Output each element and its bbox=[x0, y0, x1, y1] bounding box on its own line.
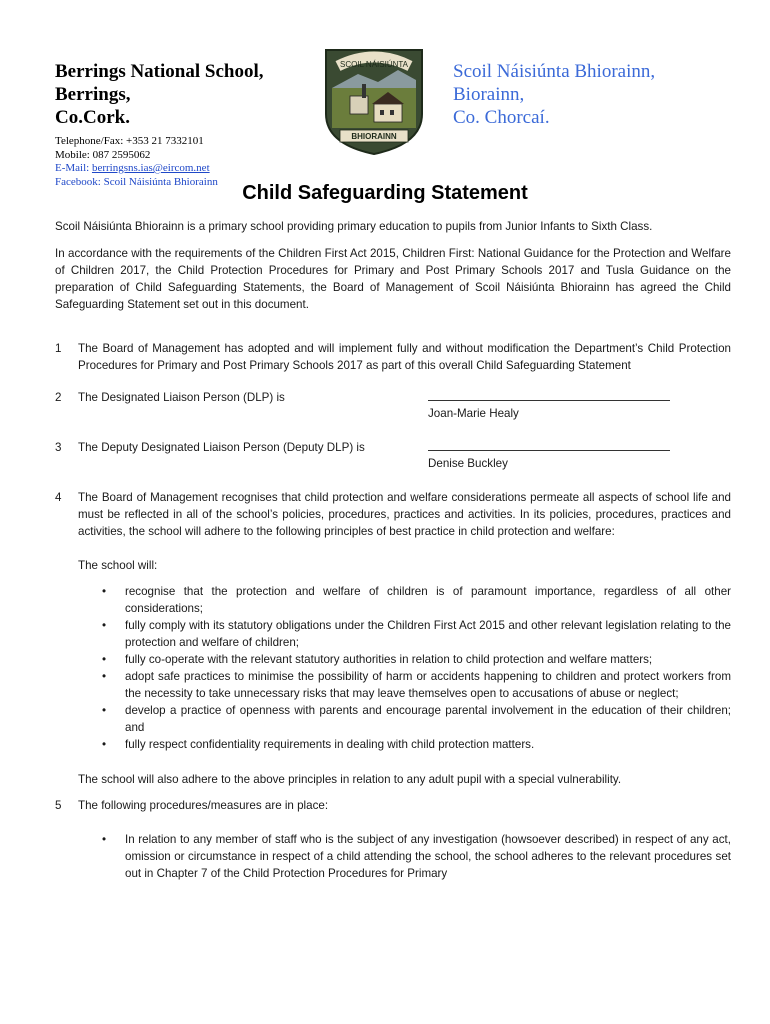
address-line: Berrings, bbox=[55, 84, 131, 105]
list-item bbox=[101, 583, 731, 617]
accordance-paragraph: In accordance with the requirements of the Children First Act 2015, Children First: National Guidance for the Protection and Welfare of Children 2017, the Child Protection Procedures for Primary and Post Primary Schools 2017 and Tusla Guidance on the preparation of Child Safeguarding Statements, the Board of Management of Scoil Náisiúnta Bhiorainn has agreed the Child Safeguarding Statement set out in this document. bbox=[55, 247, 731, 311]
school-name: Berrings National School, bbox=[55, 61, 264, 82]
bullet-icon: • bbox=[102, 833, 107, 846]
section-number: 5 bbox=[55, 799, 62, 812]
list-item bbox=[101, 702, 731, 736]
section-number: 2 bbox=[55, 391, 62, 404]
list-item bbox=[101, 651, 731, 668]
dlp-name: Joan-Marie Healy bbox=[428, 407, 519, 420]
bullet-icon: • bbox=[102, 670, 107, 683]
section-text: The Board of Management has adopted and will implement fully and without modification the Department’s Child Protection Procedures for Primary and Post Primary Schools 2017 as part of this overall Child Safeguarding Statement bbox=[78, 342, 731, 372]
county-line: Co.Cork. bbox=[55, 107, 130, 128]
bullet-icon: • bbox=[102, 619, 107, 632]
deputy-dlp-label: The Deputy Designated Liaison Person (Deputy DLP) is bbox=[78, 441, 365, 454]
list-item-text: recognise that the protection and welfare of children is of paramount importance, regardless of all other considerations; bbox=[125, 585, 731, 615]
bullet-icon: • bbox=[102, 653, 107, 666]
list-item-text: adopt safe practices to minimise the possibility of harm or accidents happening to children and protect workers from the necessity to take unnecessary risks that may leave themselves open to accusations of abuse or neglect; bbox=[125, 670, 731, 700]
crest-top-text: SCOIL NÁISIÚNTA bbox=[339, 60, 409, 69]
school-address-english bbox=[55, 60, 315, 189]
school-crest-logo bbox=[318, 44, 430, 156]
principles-list bbox=[55, 583, 731, 753]
signature-line bbox=[428, 389, 670, 401]
section-number: 3 bbox=[55, 441, 62, 454]
section-3-deputy-dlp bbox=[55, 439, 731, 489]
bullet-icon: • bbox=[102, 585, 107, 598]
signature-line bbox=[428, 439, 670, 451]
email-link[interactable]: berringsns.ias@eircom.net bbox=[91, 162, 210, 174]
deputy-dlp-name: Denise Buckley bbox=[428, 457, 508, 470]
measures-list bbox=[55, 831, 731, 882]
list-item-text: fully comply with its statutory obligations under the Children First Act 2015 and other relevant legislation relating to the protection and welfare of children; bbox=[125, 619, 731, 649]
bullet-icon: • bbox=[102, 704, 107, 717]
list-item bbox=[101, 668, 731, 702]
email-label: E-Mail: bbox=[55, 162, 92, 174]
email-line bbox=[55, 162, 315, 176]
adult-pupil-note: The school will also adhere to the above principles in relation to any adult pupil with a special vulnerability. bbox=[78, 773, 622, 786]
mobile-line: Mobile: 087 2595062 bbox=[55, 148, 151, 161]
list-item-text: fully co-operate with the relevant statutory authorities in relation to child protection and welfare matters; bbox=[125, 653, 653, 666]
statement-body bbox=[55, 218, 731, 882]
bullet-icon: • bbox=[102, 738, 107, 751]
section-2-dlp bbox=[55, 389, 731, 439]
school-address-irish bbox=[453, 60, 743, 129]
section-text: The Board of Management recognises that child protection and welfare considerations permeate all aspects of school life and must be reflected in all of the school’s policies, procedures, practices and activities. In its policies, procedures, practices and activities, the school will adhere to the following principles of best practice in child protection and welfare: bbox=[78, 491, 731, 538]
irish-address-line: Biorainn, bbox=[453, 84, 525, 105]
section-number: 1 bbox=[55, 342, 62, 355]
list-item bbox=[101, 831, 731, 882]
section-4 bbox=[55, 489, 731, 540]
section-number: 4 bbox=[55, 491, 62, 504]
section-1 bbox=[55, 340, 731, 374]
section-text: The following procedures/measures are in place: bbox=[78, 799, 329, 812]
irish-county-line: Co. Chorcaí. bbox=[453, 107, 550, 128]
facebook-line: Facebook: Scoil Náisiúnta Bhiorainn bbox=[55, 175, 218, 188]
dlp-label: The Designated Liaison Person (DLP) is bbox=[78, 391, 285, 404]
list-item-text: develop a practice of openness with parents and encourage parental involvement in the education of their children; and bbox=[125, 704, 731, 734]
intro-paragraph: Scoil Náisiúnta Bhiorainn is a primary school providing primary education to pupils from Junior Infants to Sixth Class. bbox=[55, 220, 653, 233]
list-item-text: fully respect confidentiality requirements in dealing with child protection matters. bbox=[125, 738, 535, 751]
section-5 bbox=[55, 797, 731, 814]
crest-bottom-text: BHIORAINN bbox=[351, 132, 397, 141]
list-item bbox=[101, 736, 731, 753]
list-item bbox=[101, 617, 731, 651]
list-item-text: In relation to any member of staff who is the subject of any investigation (howsoever described) in respect of any act, omission or circumstance in respect of a child attending the school, the school adheres to the relevant procedures set out in Chapter 7 of the Child Protection Procedures for Primary bbox=[125, 833, 731, 880]
irish-school-name: Scoil Náisiúnta Bhiorainn, bbox=[453, 61, 656, 82]
contact-details bbox=[55, 135, 315, 189]
document-title: Child Safeguarding Statement bbox=[242, 182, 528, 204]
phone-line: Telephone/Fax: +353 21 7332101 bbox=[55, 135, 204, 147]
school-will-heading: The school will: bbox=[78, 559, 158, 572]
